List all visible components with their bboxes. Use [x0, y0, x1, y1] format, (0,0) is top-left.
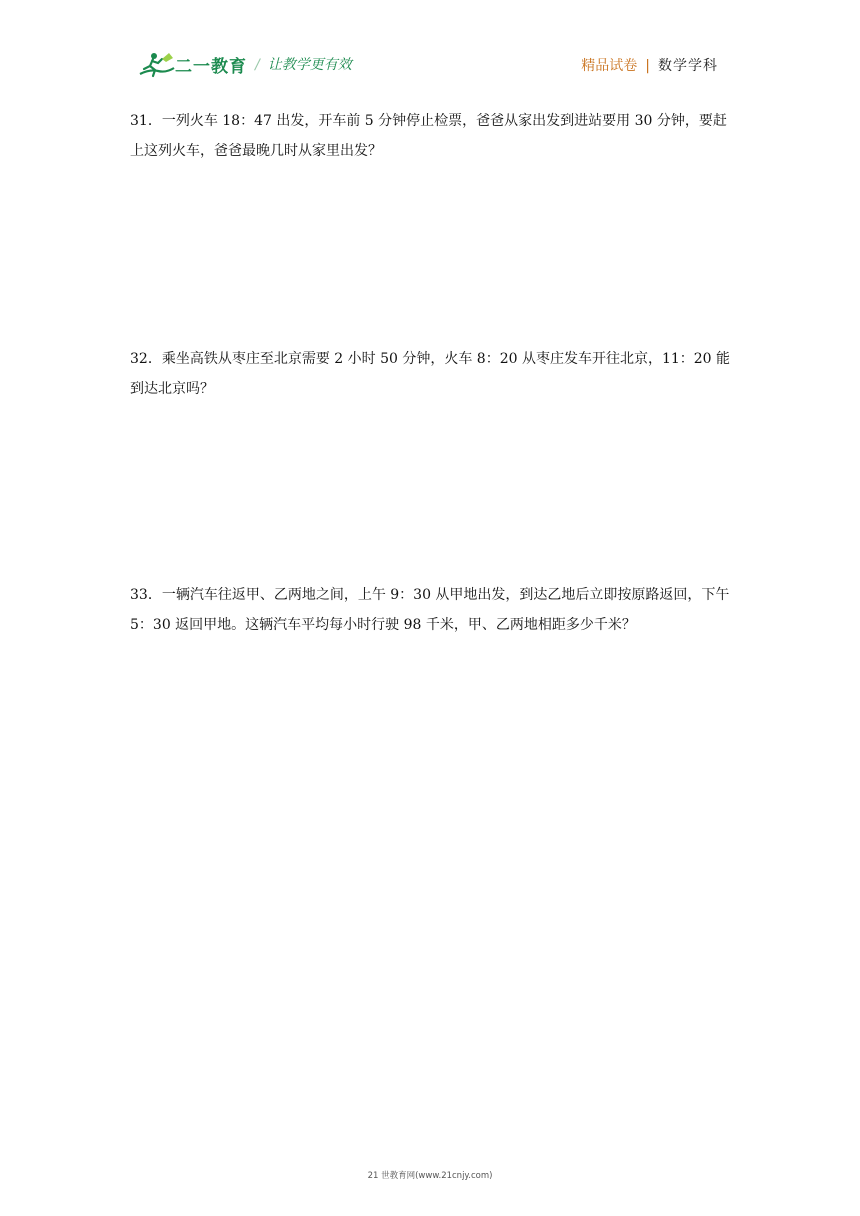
- question-32: 32．乘坐高铁从枣庄至北京需要 2 小时 50 分钟，火车 8：20 从枣庄发车开往北京，11：20 能到达北京吗？: [130, 351, 731, 397]
- header-divider: |: [645, 58, 650, 74]
- brand-name: 二一教育: [175, 57, 247, 77]
- slogan: [255, 54, 352, 74]
- page-header: [0, 0, 860, 86]
- page-footer: 21 世教育网(www.21cnjy.com): [367, 1171, 493, 1181]
- header-right: [581, 55, 718, 75]
- slogan-text: 让教学更有效: [267, 57, 352, 73]
- question-33: 33．一辆汽车往返甲、乙两地之间，上午 9：30 从甲地出发，到达乙地后立即按原路返回，下午 5：30 返回甲地。这辆汽车平均每小时行驶 98 千米，甲、乙两地相距多少千米？: [130, 587, 730, 633]
- subject-label: 数学学科: [658, 58, 718, 74]
- question-31: 31．一列火车 18：47 出发，开车前 5 分钟停止检票，爸爸从家出发到进站要用 30 分钟，要赶上这列火车，爸爸最晚几时从家里出发？: [130, 113, 727, 159]
- slogan-separator: /: [255, 57, 260, 73]
- running-man-flag-icon: [136, 50, 176, 78]
- exam-tag: 精品试卷: [581, 58, 638, 74]
